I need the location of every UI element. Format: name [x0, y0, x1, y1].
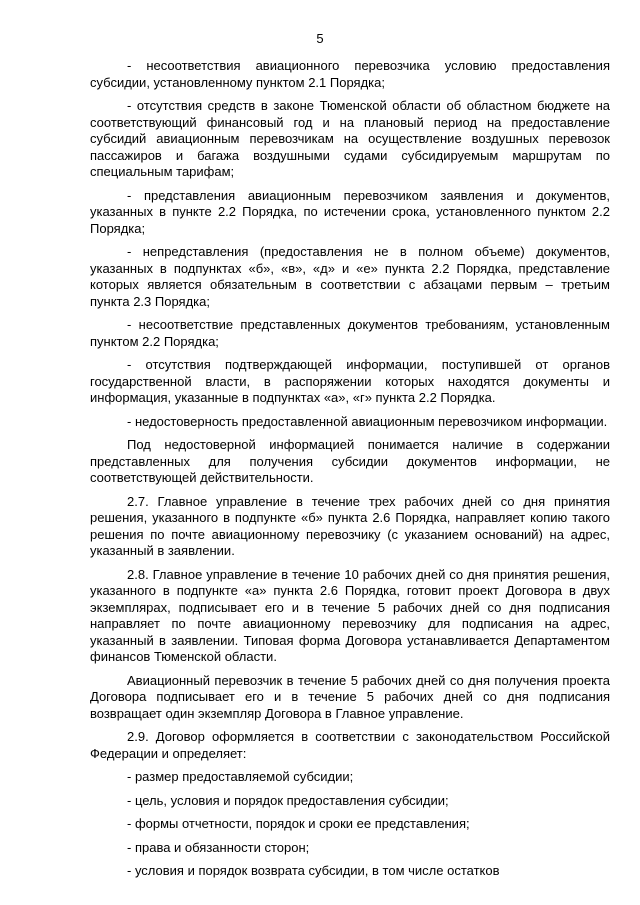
paragraph: - несоответствие представленных документов требованиям, установленным пунктом 2.2 Порядка;: [90, 317, 610, 349]
paragraph: 2.7. Главное управление в течение трех рабочих дней со дня принятия решения, указанного в подпункте «б» пункта 2.6 Порядка, направляет копию такого решения по почте авиационному перевозчику (с указанием оснований) на адрес, указанный в заявлении.: [90, 493, 610, 558]
paragraph: - цель, условия и порядок предоставления субсидии;: [127, 792, 449, 808]
paragraph: - формы отчетности, порядок и сроки ее представления;: [127, 816, 470, 831]
paragraph: - размер предоставляемой субсидии;: [127, 769, 354, 784]
paragraph: - несоответствия авиационного перевозчика условию предоставления субсидии, установленному пунктом 2.1 Порядка;: [90, 58, 610, 90]
paragraph: - представления авиационным перевозчиком заявления и документов, указанных в пункте 2.2 Порядка, по истечении срока, установленного пунктом 2.2 Порядка;: [90, 187, 610, 236]
paragraph: - отсутствия средств в законе Тюменской области об областном бюджете на соответствующий финансовый год и на плановый период на предоставление субсидий авиационным перевозчикам на осуществление воздушных перевозок пассажиров и багажа воздушными судами субсидируемым маршрутам по специальным тарифам;: [90, 98, 610, 179]
paragraph: - недостоверность предоставленной авиационным перевозчиком информации.: [127, 413, 608, 429]
paragraph: 2.8. Главное управление в течение 10 рабочих дней со дня принятия решения, указанного в подпункте «а» пункта 2.6 Порядка, готовит проект Договора в двух экземплярах, подписывает его и в течение 5 рабочих дней со дня подписания направляет по почте авиационному перевозчику для подписания на адрес, указанный в заявлении. Типовая форма Договора устанавливается Департаментом финансов Тюменской области.: [90, 566, 610, 664]
paragraph: Под недостоверной информацией понимается наличие в содержании представленных для получения субсидии документов информации, не соответствующей действительности.: [90, 437, 610, 485]
paragraph: 2.9. Договор оформляется в соответствии с законодательством Российской Федерации и определяет:: [90, 729, 610, 761]
page-number: 5: [316, 31, 324, 46]
paragraph: - отсутствия подтверждающей информации, поступившей от органов государственной власти, в распоряжении которых находятся документы и информация, указанные в подпунктах «а», «г» пункта 2.2 Порядка.: [90, 357, 610, 405]
paragraph: - непредставления (предоставления не в полном объеме) документов, указанных в подпунктах «б», «в», «д» и «е» пункта 2.2 Порядка, представление которых является обязательным в соответствии с абзацами первым – третьим пункта 2.3 Порядка;: [90, 244, 610, 309]
document-body: [90, 58, 610, 887]
paragraph: - условия и порядок возврата субсидии, в том числе остатков: [127, 863, 500, 878]
paragraph: Авиационный перевозчик в течение 5 рабочих дней со дня получения проекта Договора подписывает его и в течение 5 рабочих дней со дня подписания возвращает один экземпляр Договора в Главное управление.: [90, 672, 610, 721]
paragraph: - права и обязанности сторон;: [127, 839, 310, 855]
